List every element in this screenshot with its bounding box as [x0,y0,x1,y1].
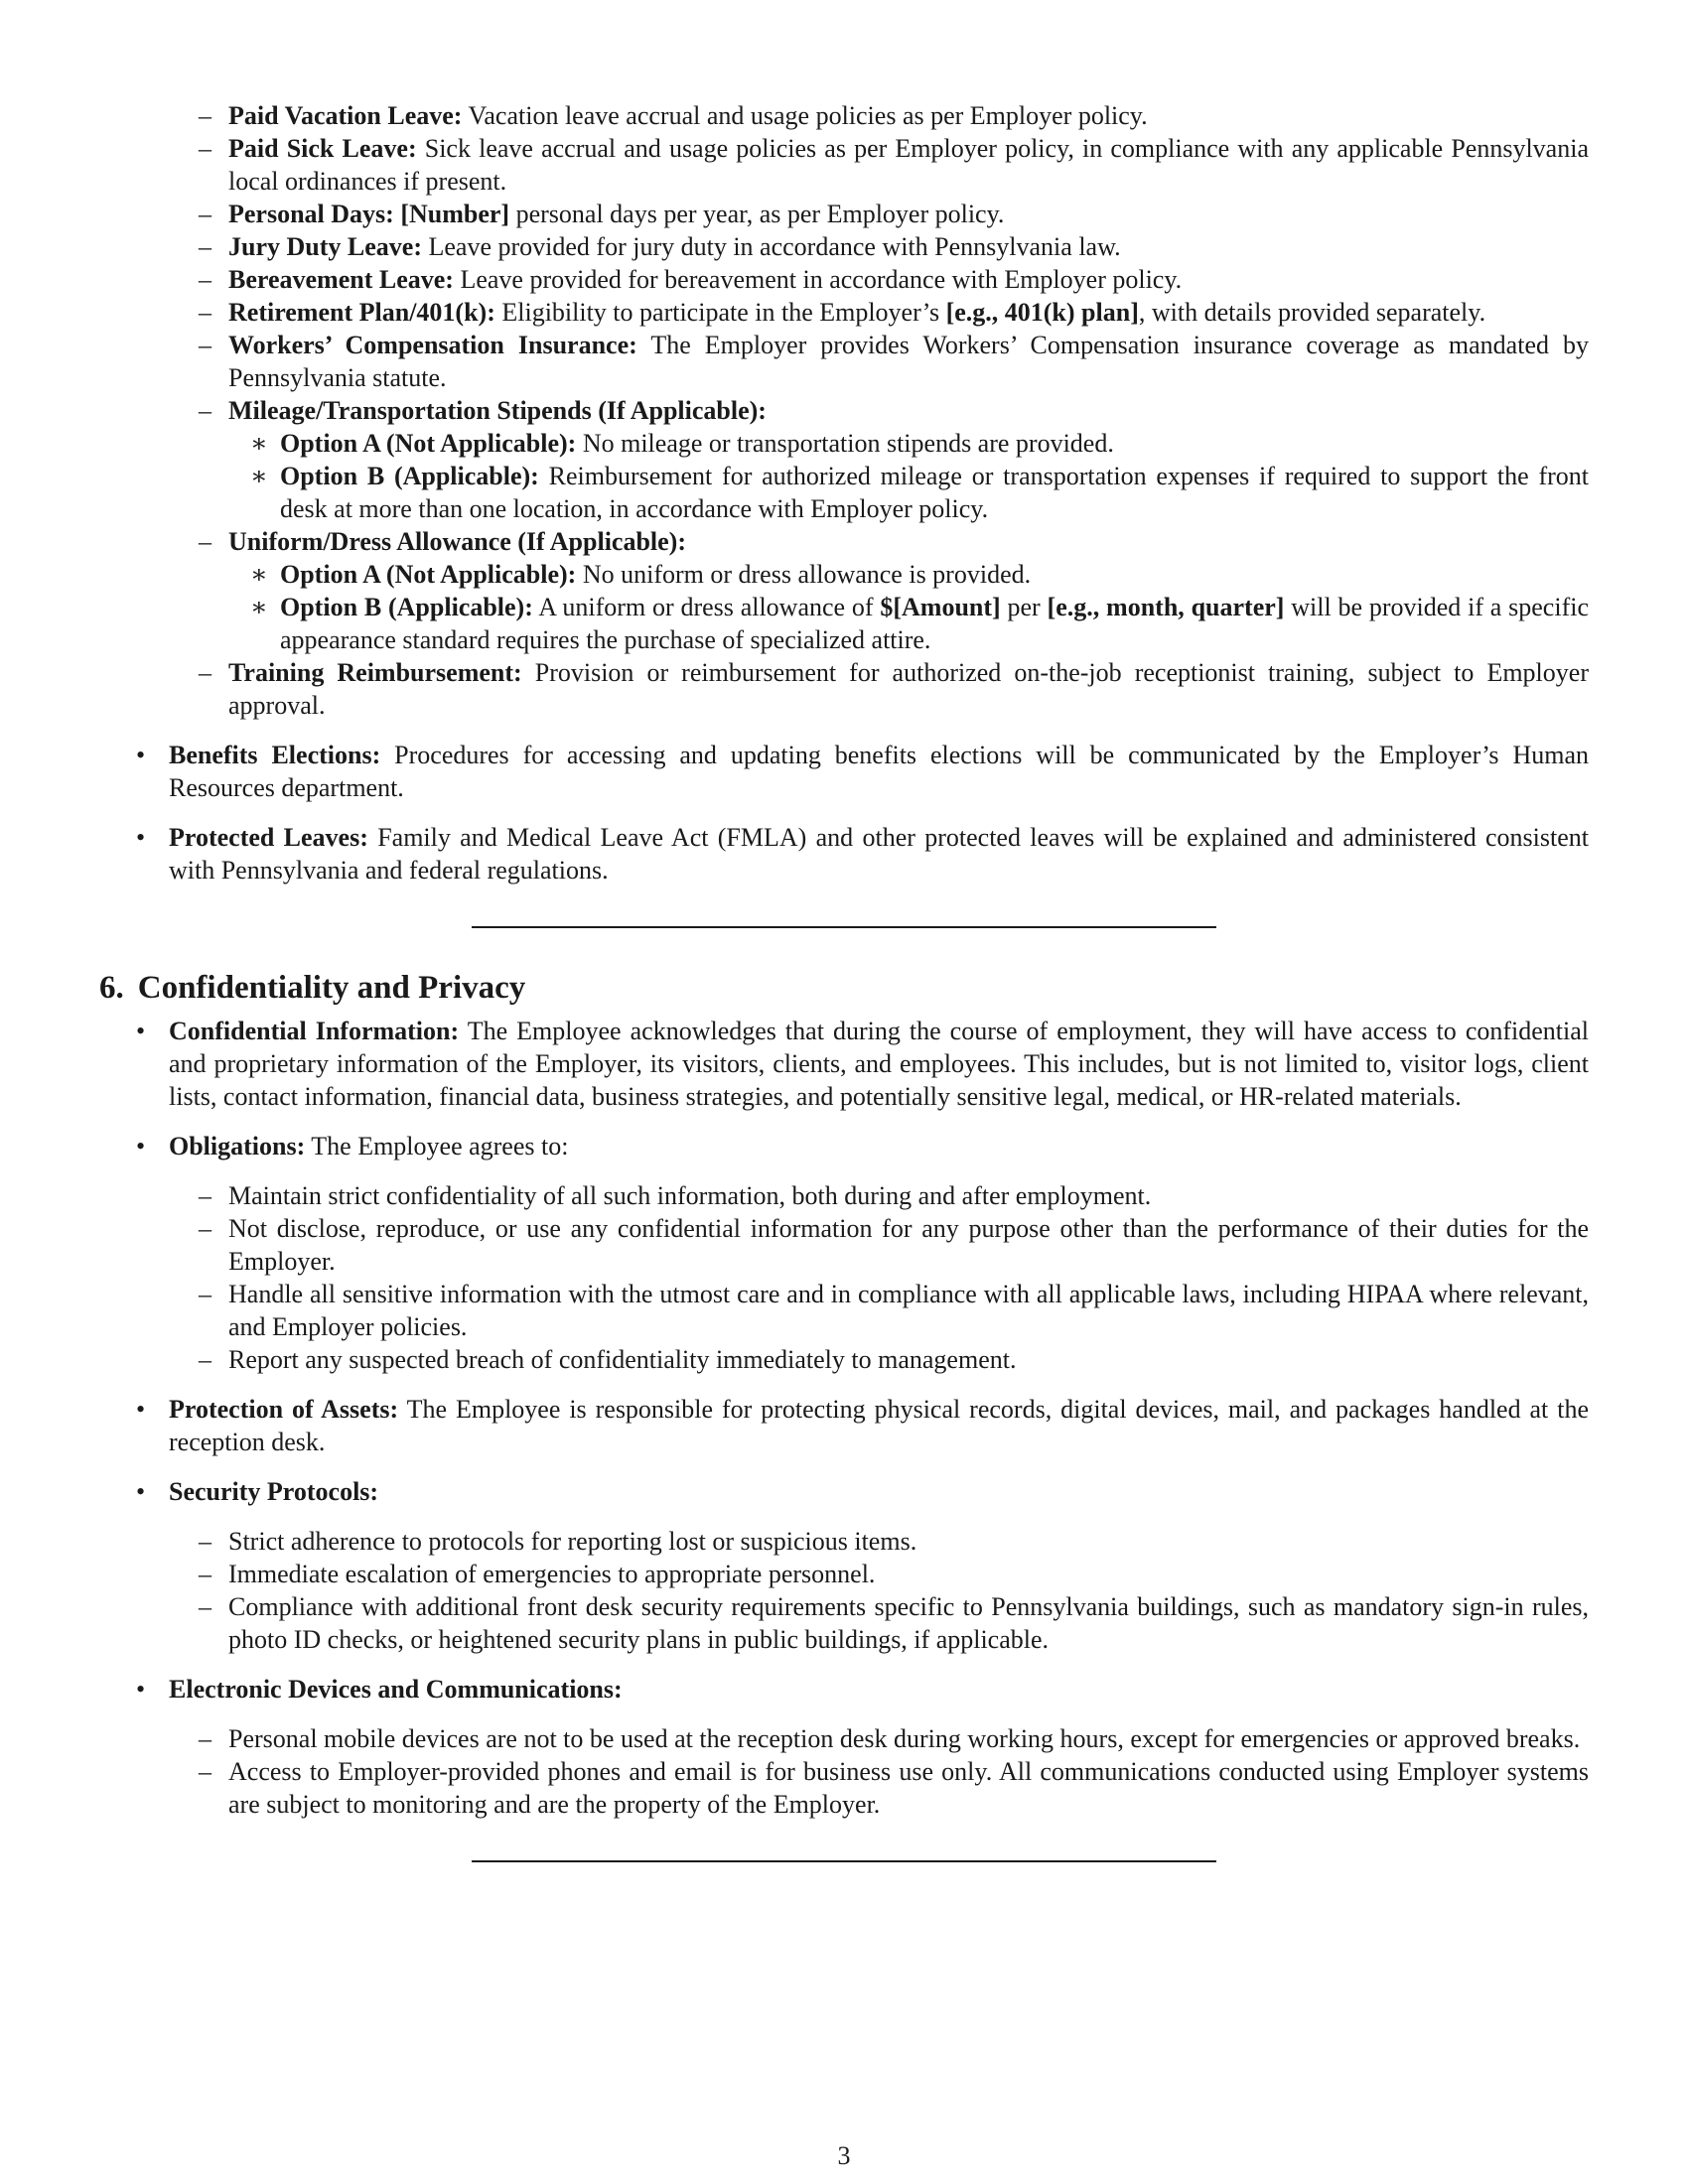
list-item: – Compliance with additional front desk security requirements specific to Pennsylvania buildings, such as mandatory sign-in rules, photo ID checks, or heightened security plans in public buildings, if applicable. [99,1590,1589,1656]
list-item: – Access to Employer-provided phones and email is for business use only. All communications conducted using Employer systems are subject to monitoring and are the property of the Employer. [99,1755,1589,1821]
item-label: Retirement Plan/401(k): [228,298,495,327]
list-item [99,329,1589,394]
bullet-confidential-information [99,1015,1589,1113]
list-item-uniform [99,525,1589,656]
placeholder-period: [e.g., month, quarter] [1047,593,1285,621]
list-item: – Maintain strict confidentiality of all such information, both during and after employment. [99,1179,1589,1212]
list-item [99,656,1589,722]
option-text: No uniform or dress allowance is provided. [576,560,1032,589]
bullet-text: The Employee is responsible for protecting physical records, digital devices, mail, and packages handled at the reception desk. [169,1395,1589,1456]
section-divider [472,926,1216,928]
item-label: Personal Days: [228,200,394,228]
option-b [99,591,1589,656]
option-label: Option B (Applicable): [280,462,539,490]
bullet-text: Family and Medical Leave Act (FMLA) and other protected leaves will be explained and administered consistent with Pennsylvania and federal regulations. [169,823,1589,885]
list-item [99,132,1589,198]
section-divider [472,1860,1216,1862]
option-label: Option A (Not Applicable): [280,560,577,589]
list-item: – Handle all sensitive information with the utmost care and in compliance with all applicable laws, including HIPAA where relevant, and Employer policies. [99,1278,1589,1343]
item-text: Sick leave accrual and usage policies as per Employer policy, in compliance with any applicable Pennsylvania local ordinances if present. [228,134,1589,196]
item-text: personal days per year, as per Employer policy. [509,200,1005,228]
page-content [99,99,1589,1902]
list-item [99,263,1589,296]
section-title: Confidentiality and Privacy [137,970,526,1006]
list-item: – Personal mobile devices are not to be used at the reception desk during working hours, except for emergencies or approved breaks. [99,1722,1589,1755]
item-label: Workers’ Compensation Insurance: [228,331,637,359]
bullet-label: Benefits Elections: [169,741,381,769]
mileage-options [99,427,1589,525]
bullet-label: Confidential Information: [169,1017,460,1045]
item-label: Jury Duty Leave: [228,232,422,261]
bullet-protection-of-assets [99,1393,1589,1458]
item-label: Training Reimbursement: [228,658,522,687]
list-item [99,198,1589,230]
bullet-benefits-elections [99,739,1589,804]
option-text: No mileage or transportation stipends are provided. [576,429,1114,458]
benefits-bullets [99,739,1589,887]
item-label: Paid Vacation Leave: [228,101,463,130]
electronic-devices-list [99,1722,1589,1821]
option-b [99,460,1589,525]
security-protocols-list [99,1525,1589,1656]
list-item: – Report any suspected breach of confidentiality immediately to management. [99,1343,1589,1376]
bullet-text: The Employee acknowledges that during the course of employment, they will have access to confidential and proprietary information of the Employer, its visitors, clients, and employees. This includes, but is not limited to, visitor logs, client lists, contact information, financial data, business strategies, and potentially sensitive legal, medical, or HR-related materials. [169,1017,1589,1111]
item-text: , with details provided separately. [1138,298,1486,327]
obligations-list [99,1179,1589,1376]
list-item [99,99,1589,132]
item-text: Vacation leave accrual and usage policies as per Employer policy. [462,101,1148,130]
section-number: 6. [99,970,124,1006]
option-a [99,558,1589,591]
benefits-sublist [99,99,1589,722]
list-item: – Not disclose, reproduce, or use any confidential information for any purpose other than the performance of their duties for the Employer. [99,1212,1589,1278]
item-text: Leave provided for bereavement in accordance with Employer policy. [453,265,1183,294]
bullet-label: Security Protocols: [169,1477,379,1506]
option-label: Option B (Applicable): [280,593,533,621]
placeholder-amount: $[Amount] [880,593,1001,621]
item-text: The Employer provides Workers’ Compensation insurance coverage as mandated by Pennsylvania statute. [228,331,1589,392]
item-label: Paid Sick Leave: [228,134,417,163]
item-label: Mileage/Transportation Stipends (If Applicable): [228,396,767,425]
placeholder-plan: [e.g., 401(k) plan] [945,298,1139,327]
bullet-label: Obligations: [169,1132,306,1160]
list-item [99,230,1589,263]
bullet-text: Procedures for accessing and updating benefits elections will be communicated by the Employer’s Human Resources department. [169,741,1589,802]
bullet-label: Protection of Assets: [169,1395,399,1424]
option-text: will be provided if a specific appearance standard requires the purchase of specialized attire. [280,593,1589,654]
option-label: Option A (Not Applicable): [280,429,577,458]
bullet-security-protocols [99,1475,1589,1656]
list-item-mileage [99,394,1589,525]
item-text: Leave provided for jury duty in accordance with Pennsylvania law. [421,232,1121,261]
bullet-protected-leaves [99,821,1589,887]
item-label: Uniform/Dress Allowance (If Applicable): [228,527,686,556]
option-text: per [1000,593,1048,621]
section6-bullets [99,1015,1589,1821]
option-text: A uniform or dress allowance of [532,593,881,621]
item-text: Eligibility to participate in the Employer’s [494,298,946,327]
list-item: – Immediate escalation of emergencies to appropriate personnel. [99,1558,1589,1590]
uniform-options [99,558,1589,656]
bullet-electronic-devices [99,1673,1589,1821]
bullet-obligations [99,1130,1589,1376]
placeholder-number: [Number] [400,200,510,228]
page-number: 3 [837,2141,851,2170]
bullet-label: Electronic Devices and Communications: [169,1675,623,1704]
option-a [99,427,1589,460]
list-item: – Strict adherence to protocols for reporting lost or suspicious items. [99,1525,1589,1558]
bullet-label: Protected Leaves: [169,823,368,852]
bullet-text: The Employee agrees to: [305,1132,569,1160]
option-text: Reimbursement for authorized mileage or transportation expenses if required to support the front desk at more than one location, in accordance with Employer policy. [280,462,1589,523]
item-label: Bereavement Leave: [228,265,454,294]
section-heading [99,968,1589,1008]
list-item [99,296,1589,329]
item-text: Provision or reimbursement for authorized on-the-job receptionist training, subject to Employer approval. [228,658,1589,720]
